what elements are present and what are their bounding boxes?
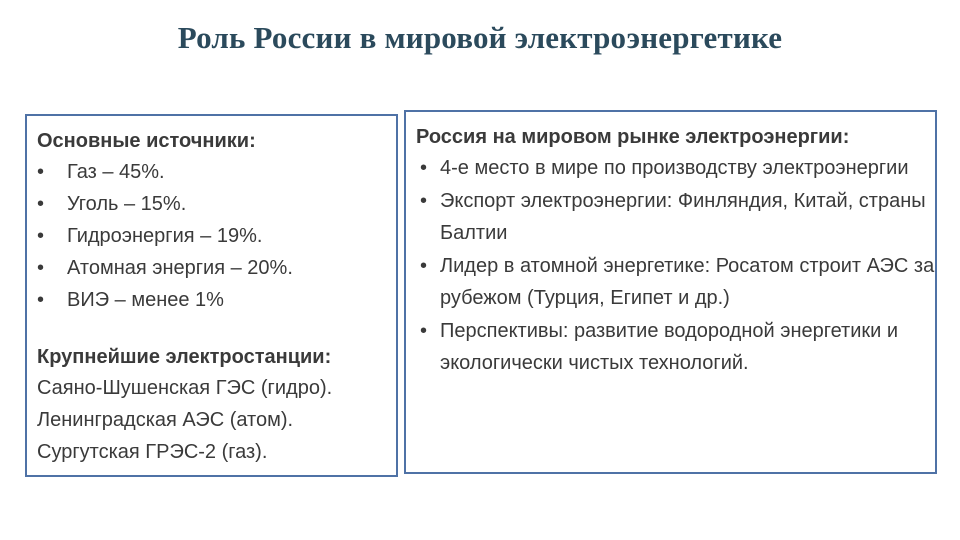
- bullet-icon: •: [37, 161, 45, 183]
- world-market-heading: Россия на мировом рынке электроэнергии:: [416, 126, 850, 148]
- list-item: [416, 250, 935, 314]
- sources-panel: [25, 114, 398, 477]
- market-text: Экспорт электроэнергии: Финляндия, Китай, страны Балтии: [440, 190, 926, 244]
- list-item: [37, 220, 396, 252]
- list-item: [37, 284, 396, 316]
- market-text: Лидер в атомной энергетике: Росатом строит АЭС за рубежом (Турция, Египет и др.): [440, 255, 935, 309]
- bullet-icon: •: [37, 193, 45, 215]
- slide-title: Роль России в мировой электроэнергетике: [177, 20, 783, 55]
- bullet-icon: •: [420, 157, 428, 179]
- stations-heading: Крупнейшие электростанции:: [37, 346, 332, 368]
- list-item: [416, 152, 935, 184]
- world-market-list: [416, 152, 935, 379]
- bullet-icon: •: [37, 225, 45, 247]
- source-text: Гидроэнергия – 19%.: [67, 225, 263, 247]
- list-item: [416, 315, 935, 379]
- bullet-icon: •: [37, 257, 45, 279]
- world-market-panel: [404, 110, 937, 474]
- source-text: Уголь – 15%.: [67, 193, 187, 215]
- market-text: Перспективы: развитие водородной энергетики и экологически чистых технологий.: [440, 320, 899, 374]
- sources-list: [37, 156, 396, 316]
- source-text: ВИЭ – менее 1%: [67, 289, 224, 311]
- source-text: Газ – 45%.: [67, 161, 165, 183]
- bullet-icon: •: [37, 289, 45, 311]
- list-item: [37, 188, 396, 220]
- source-text: Атомная энергия – 20%.: [67, 257, 293, 279]
- bullet-icon: •: [420, 190, 428, 212]
- station-line: Саяно-Шушенская ГЭС (гидро).: [37, 377, 333, 399]
- spacer: [37, 316, 396, 342]
- station-line: Сургутская ГРЭС-2 (газ).: [37, 441, 268, 463]
- market-text: 4-е место в мире по производству электроэнергии: [440, 157, 909, 179]
- list-item: [37, 252, 396, 284]
- list-item: [416, 185, 935, 249]
- list-item: [37, 156, 396, 188]
- bullet-icon: •: [420, 255, 428, 277]
- station-line: Ленинградская АЭС (атом).: [37, 409, 294, 431]
- sources-heading: Основные источники:: [37, 130, 256, 152]
- bullet-icon: •: [420, 320, 428, 342]
